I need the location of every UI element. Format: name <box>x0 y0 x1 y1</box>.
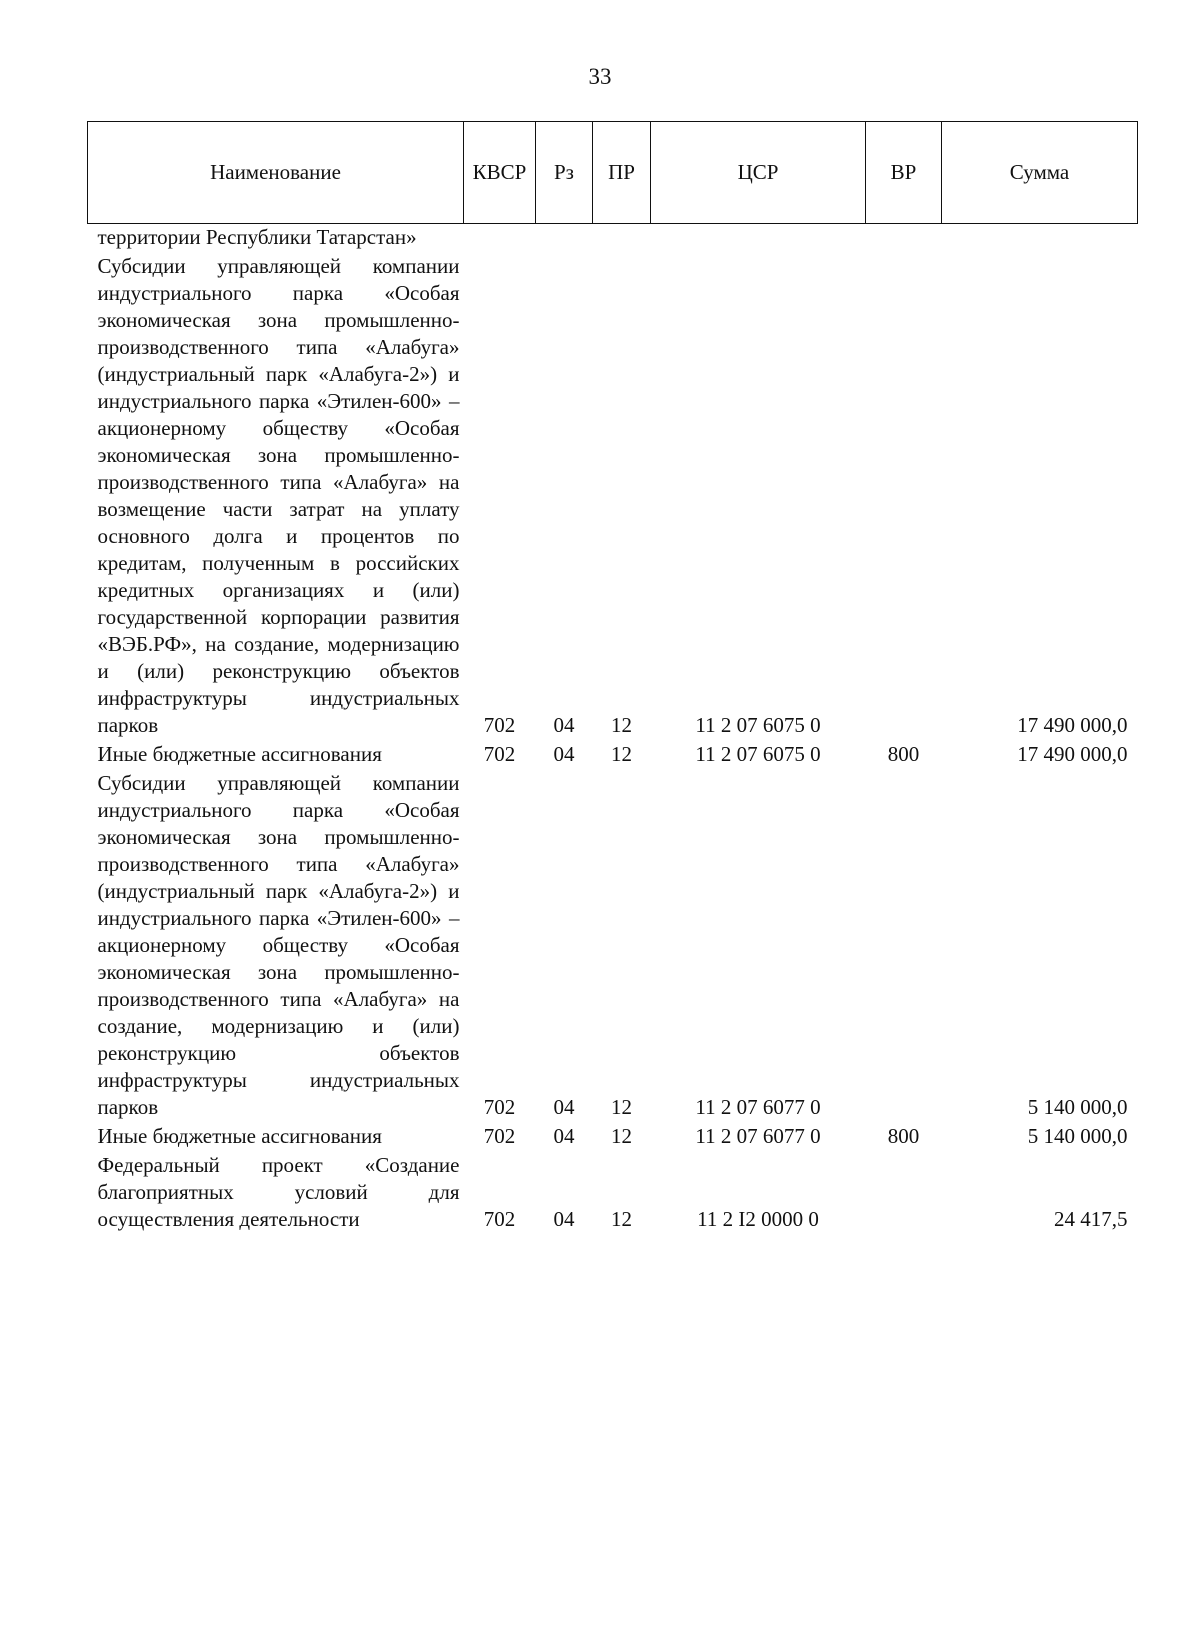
row-pr <box>593 224 651 252</box>
row-kvsr: 702 <box>483 1207 516 1231</box>
table-row <box>88 768 1138 1121</box>
row-pr: 12 <box>611 742 632 766</box>
table-row <box>88 1121 1138 1150</box>
row-sum: 24 417,5 <box>1054 1207 1128 1231</box>
table-row <box>88 224 1138 252</box>
row-name: Субсидии управляющей компании индустриального парка «Особая экономическая зона промышленно-производственного типа «Алабуга» (индустриальный парк «Алабуга-2») и индустриального парка «Этилен-600» – акционерному обществу «Особая экономическая зона промышленно-производственного типа «Алабуга» на создание, модернизацию и (или) реконструкцию объектов инфраструктуры индустриальных парков <box>97 771 460 1119</box>
row-pr: 12 <box>611 1207 632 1231</box>
row-kvsr: 702 <box>483 713 516 737</box>
row-vr <box>866 1150 942 1233</box>
row-pr: 12 <box>611 1124 632 1148</box>
row-rz: 04 <box>553 1124 575 1148</box>
header-name: Наименование <box>88 122 464 224</box>
row-kvsr: 702 <box>483 1095 516 1119</box>
row-sum: 5 140 000,0 <box>1027 1124 1128 1148</box>
row-csr: 11 2 07 6077 0 <box>695 1095 821 1119</box>
header-rz: Рз <box>536 122 593 224</box>
table-row <box>88 1150 1138 1233</box>
row-name: территории Республики Татарстан» <box>97 225 417 249</box>
row-rz: 04 <box>553 1095 575 1119</box>
budget-table <box>87 121 1138 1233</box>
row-csr: 11 2 I2 0000 0 <box>697 1207 819 1231</box>
row-vr <box>866 251 942 739</box>
row-sum: 17 490 000,0 <box>1017 713 1128 737</box>
row-sum: 5 140 000,0 <box>1027 1095 1128 1119</box>
row-csr <box>651 224 866 252</box>
row-kvsr <box>464 224 536 252</box>
row-vr <box>866 768 942 1121</box>
row-sum <box>942 224 1138 252</box>
table-header <box>88 122 1138 224</box>
row-sum: 17 490 000,0 <box>1017 742 1128 766</box>
row-kvsr: 702 <box>483 1124 516 1148</box>
row-rz: 04 <box>553 1207 575 1231</box>
row-rz: 04 <box>553 742 575 766</box>
row-csr: 11 2 07 6075 0 <box>695 742 821 766</box>
row-csr: 11 2 07 6077 0 <box>695 1124 821 1148</box>
table-row <box>88 739 1138 768</box>
row-vr: 800 <box>887 742 920 766</box>
row-pr: 12 <box>611 713 632 737</box>
table-body <box>88 224 1138 1234</box>
row-csr: 11 2 07 6075 0 <box>695 713 821 737</box>
header-csr: ЦСР <box>651 122 866 224</box>
row-kvsr: 702 <box>483 742 516 766</box>
row-rz: 04 <box>553 713 575 737</box>
header-pr: ПР <box>593 122 651 224</box>
header-kvsr: КВСР <box>464 122 536 224</box>
header-vr: ВР <box>866 122 942 224</box>
row-name: Федеральный проект «Создание благоприятных условий для осуществления деятельности <box>97 1153 460 1231</box>
row-vr: 800 <box>887 1124 920 1148</box>
header-sum: Сумма <box>942 122 1138 224</box>
page-number: 33 <box>588 64 612 89</box>
row-pr: 12 <box>611 1095 632 1119</box>
row-name: Иные бюджетные ассигнования <box>97 742 382 766</box>
row-rz <box>536 224 593 252</box>
table-row <box>88 251 1138 739</box>
row-name: Субсидии управляющей компании индустриального парка «Особая экономическая зона промышленно-производственного типа «Алабуга» (индустриальный парк «Алабуга-2») и индустриального парка «Этилен-600» – акционерному обществу «Особая экономическая зона промышленно-производственного типа «Алабуга» на возмещение части затрат на уплату основного долга и процентов по кредитам, полученным в российских кредитных организациях и (или) государственной корпорации развития «ВЭБ.РФ», на создание, модернизацию и (или) реконструкцию объектов инфраструктуры индустриальных парков <box>97 254 460 737</box>
row-name: Иные бюджетные ассигнования <box>97 1124 382 1148</box>
row-vr <box>866 224 942 252</box>
